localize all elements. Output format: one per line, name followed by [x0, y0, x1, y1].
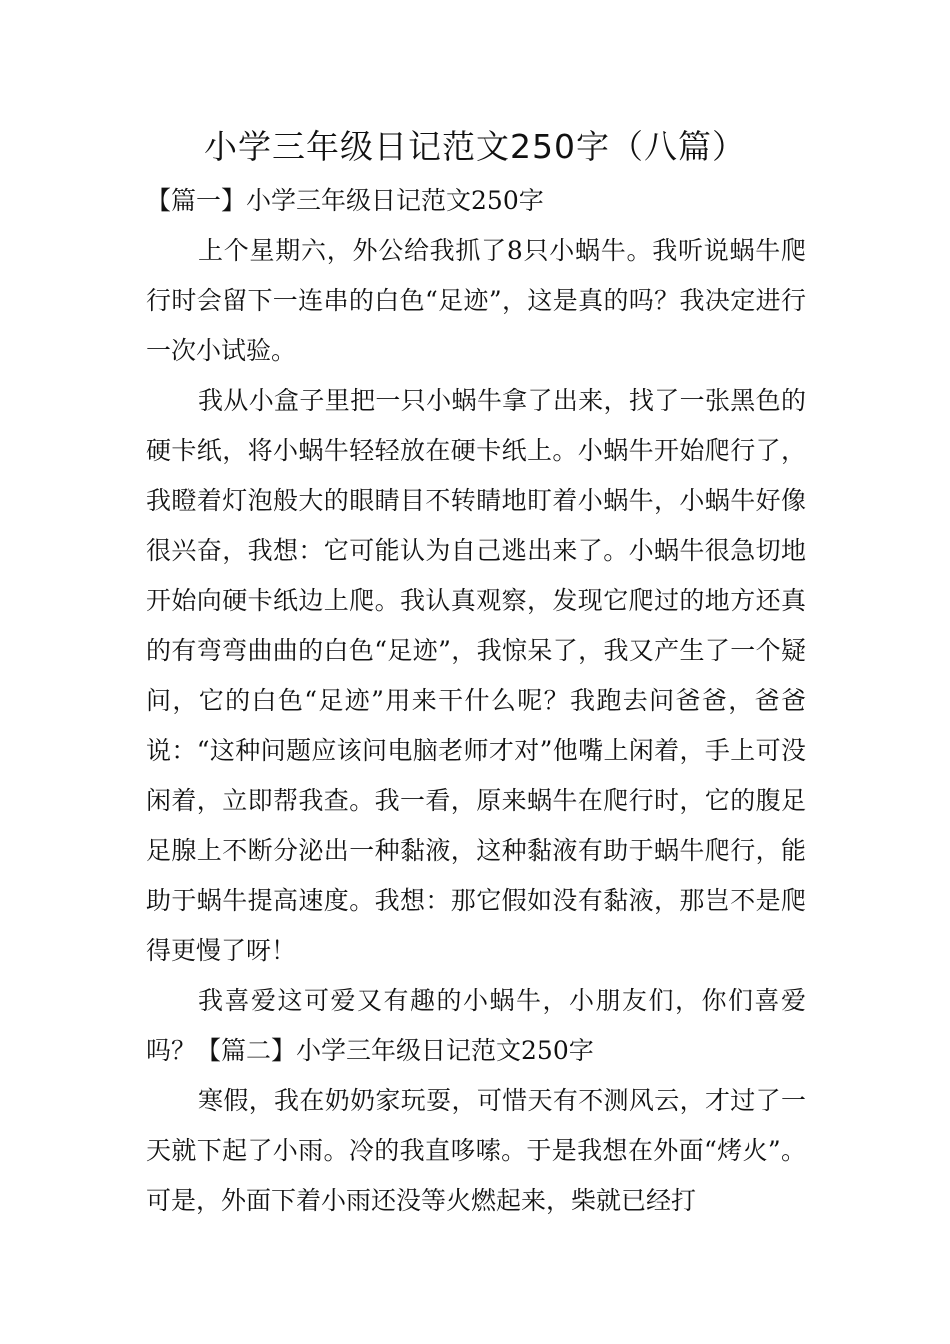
paragraph: 上个星期六，外公给我抓了8只小蜗牛。我听说蜗牛爬行时会留下一连串的白色“足迹”，这是真的吗？我决定进行一次小试验。 [146, 236, 806, 365]
section-heading-2: 【篇二】小学三年级日记范文250字 [196, 1036, 594, 1065]
paragraph: 寒假，我在奶奶家玩耍，可惜天有不测风云，才过了一天就下起了小雨。冷的我直哆嗦。于是我想在外面“烤火”。可是，外面下着小雨还没等火燃起来，柴就已经打 [146, 1086, 806, 1215]
paragraph-text: 我喜爱这可爱又有趣的小蜗牛，小朋友们，你们喜爱吗？ [146, 986, 806, 1065]
paragraph [146, 976, 806, 1076]
document-body [146, 176, 806, 1226]
document-title: 小学三年级日记范文250字（八篇） [204, 127, 746, 166]
section-heading-1: 【篇一】小学三年级日记范文250字 [146, 186, 544, 215]
paragraph: 我从小盒子里把一只小蜗牛拿了出来，找了一张黑色的硬卡纸，将小蜗牛轻轻放在硬卡纸上。小蜗牛开始爬行了，我瞪着灯泡般大的眼睛目不转睛地盯着小蜗牛，小蜗牛好像很兴奋，我想：它可能认为自己逃出来了。小蜗牛很急切地开始向硬卡纸边上爬。我认真观察，发现它爬过的地方还真的有弯弯曲曲的白色“足迹”，我惊呆了，我又产生了一个疑问，它的白色“足迹”用来干什么呢？我跑去问爸爸，爸爸说：“这种问题应该问电脑老师才对”他嘴上闲着，手上可没闲着，立即帮我查。我一看，原来蜗牛在爬行时，它的腹足足腺上不断分泌出一种黏液，这种黏液有助于蜗牛爬行，能助于蜗牛提高速度。我想：那它假如没有黏液，那岂不是爬得更慢了呀！ [146, 386, 806, 965]
